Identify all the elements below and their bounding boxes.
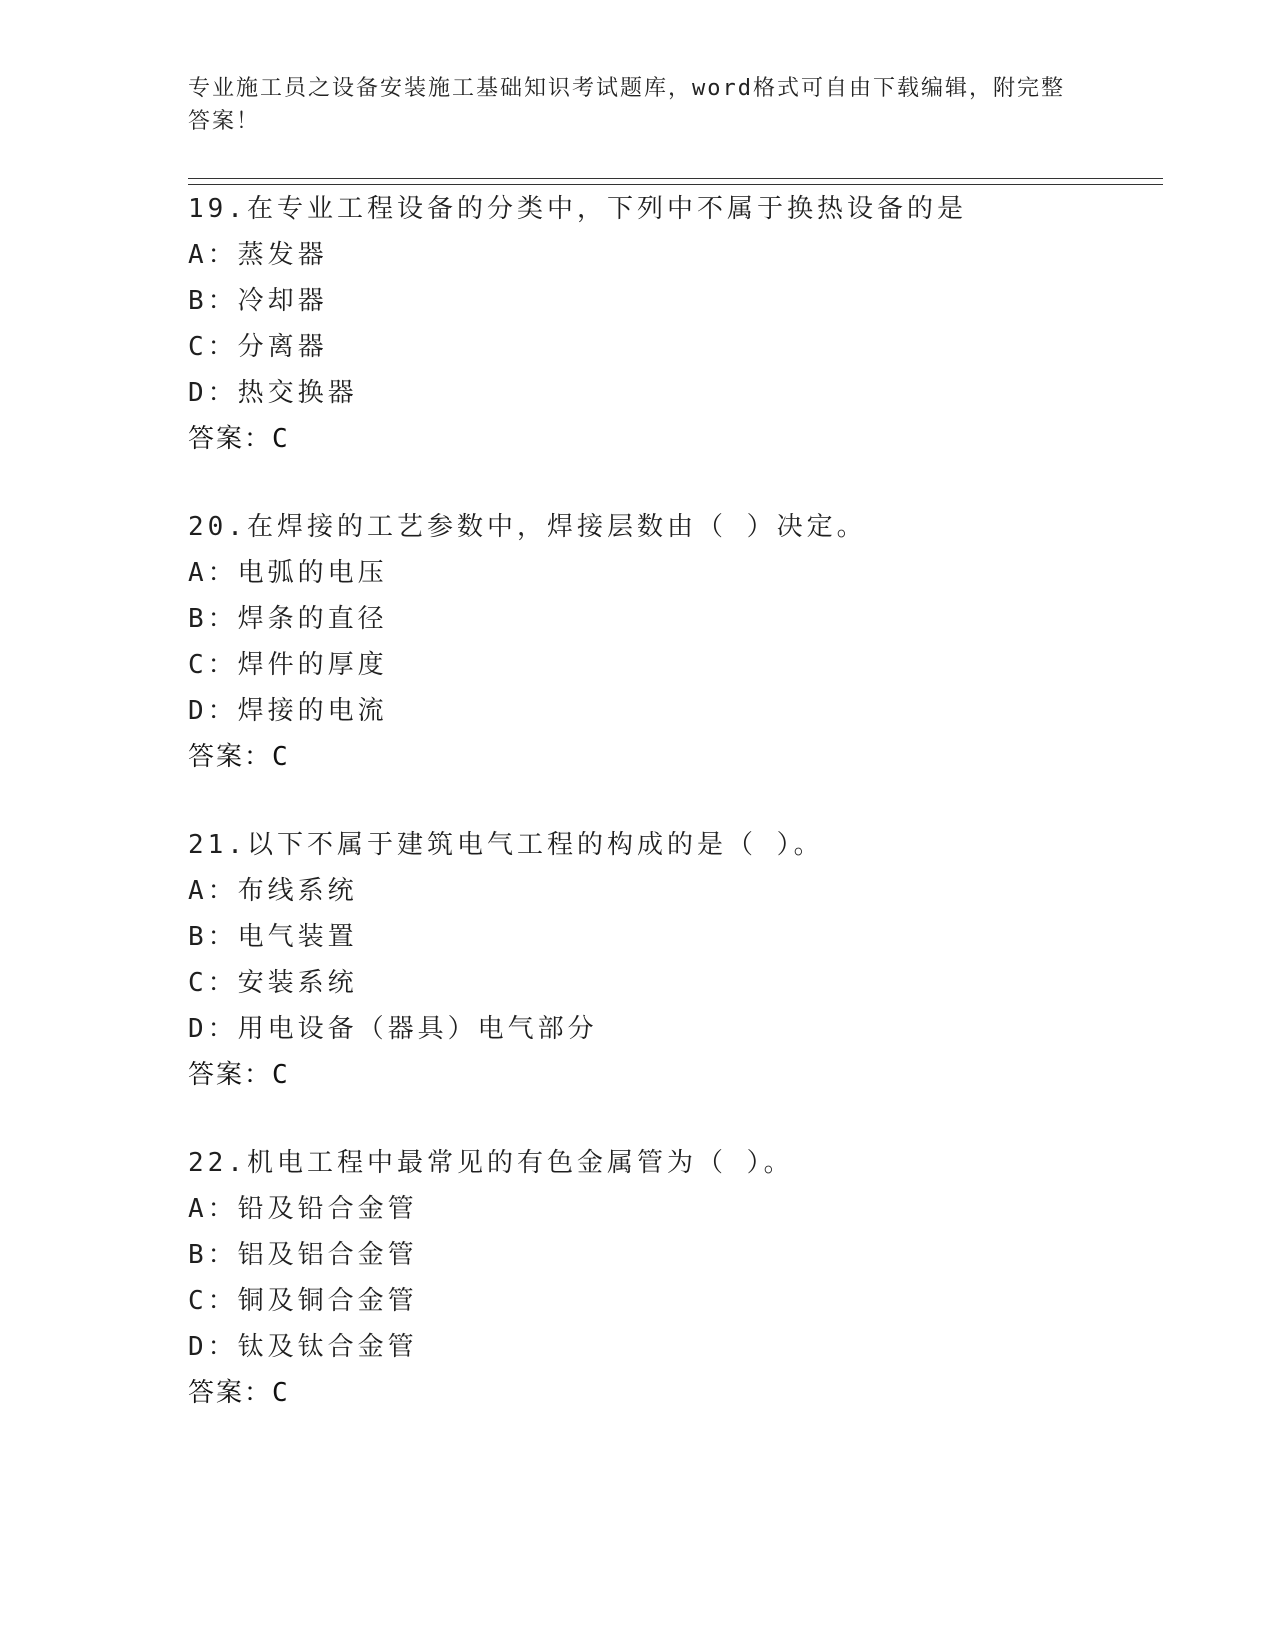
answer: 答案：C	[188, 742, 290, 772]
question-21	[188, 822, 1148, 1098]
option-b: B：铝及铝合金管	[188, 1240, 418, 1270]
option-c: C：安装系统	[188, 968, 358, 998]
answer: 答案：C	[188, 1060, 290, 1090]
option-b: B：焊条的直径	[188, 604, 388, 634]
question-stem: 22.机电工程中最常见的有色金属管为（ ）。	[188, 1148, 794, 1178]
option-a: A：电弧的电压	[188, 558, 388, 588]
option-c: C：分离器	[188, 332, 328, 362]
question-19	[188, 186, 1148, 462]
question-stem: 20.在焊接的工艺参数中，焊接层数由（ ）决定。	[188, 512, 867, 542]
option-c: C：焊件的厚度	[188, 650, 388, 680]
option-d: D：钛及钛合金管	[188, 1332, 418, 1362]
question-20	[188, 504, 1148, 780]
answer: 答案：C	[188, 1378, 290, 1408]
question-22	[188, 1140, 1148, 1416]
option-b: B：冷却器	[188, 286, 328, 316]
question-stem: 21.以下不属于建筑电气工程的构成的是（ ）。	[188, 830, 824, 860]
option-a: A：布线系统	[188, 876, 358, 906]
header-divider-top	[188, 178, 1163, 179]
option-c: C：铜及铜合金管	[188, 1286, 418, 1316]
option-a: A：铅及铅合金管	[188, 1194, 418, 1224]
option-d: D：热交换器	[188, 378, 358, 408]
option-d: D：焊接的电流	[188, 696, 388, 726]
option-a: A：蒸发器	[188, 240, 328, 270]
document-header: 专业施工员之设备安装施工基础知识考试题库，word格式可自由下载编辑，附完整答案！	[188, 76, 1065, 134]
option-d: D：用电设备（器具）电气部分	[188, 1014, 598, 1044]
option-b: B：电气装置	[188, 922, 358, 952]
header-divider-bottom	[188, 184, 1163, 185]
answer: 答案：C	[188, 424, 290, 454]
question-stem: 19.在专业工程设备的分类中，下列中不属于换热设备的是	[188, 194, 967, 224]
